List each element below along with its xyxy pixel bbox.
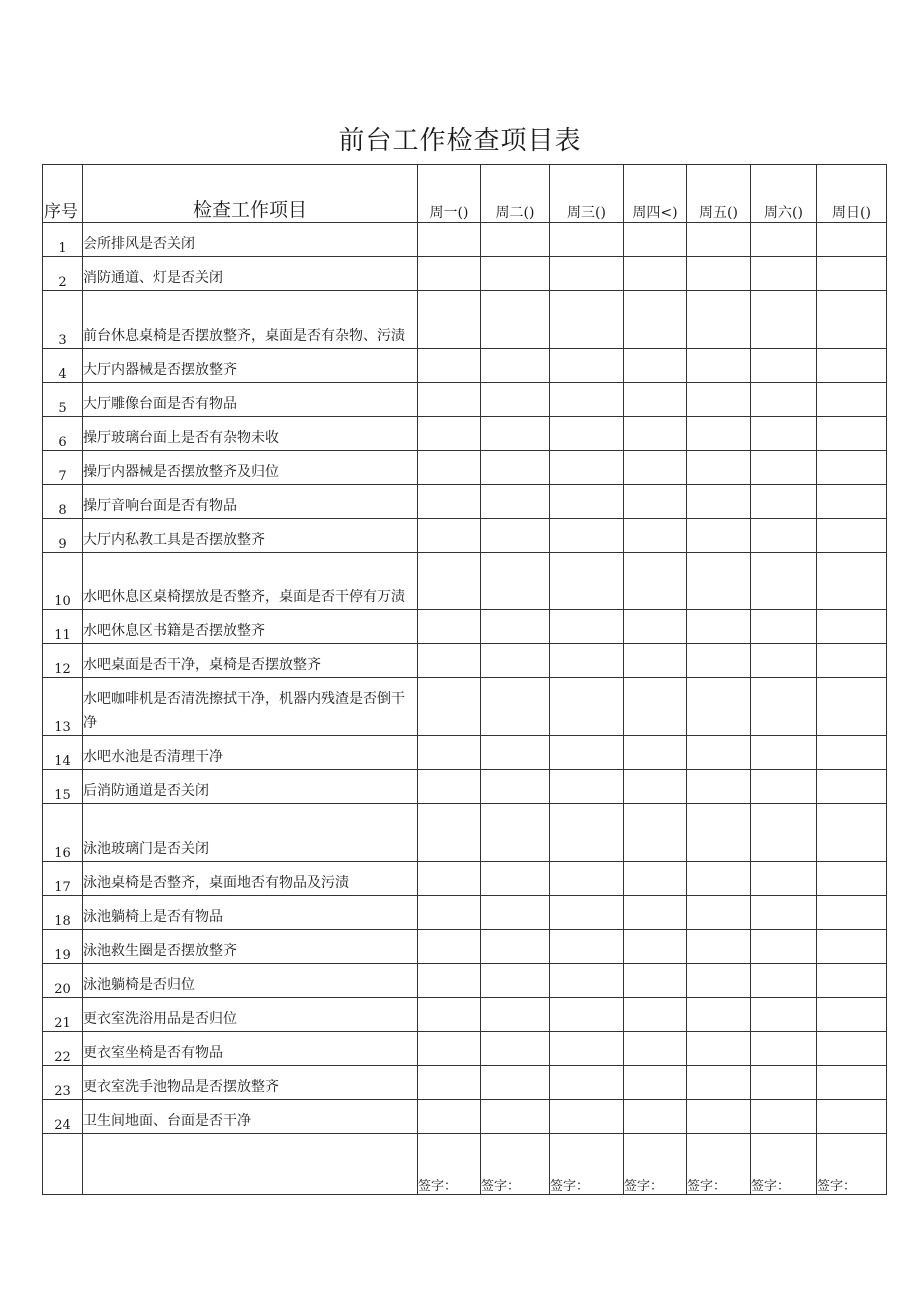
row-number: 3 [43,291,83,349]
check-cell-sun[interactable] [817,896,887,930]
check-cell-tue[interactable] [481,349,550,383]
check-cell-wed[interactable] [550,1032,624,1066]
check-cell-wed[interactable] [550,223,624,257]
check-cell-sun[interactable] [817,223,887,257]
check-cell-tue[interactable] [481,223,550,257]
row-number: 12 [43,644,83,678]
check-cell-wed[interactable] [550,291,624,349]
row-number: 19 [43,930,83,964]
table-row [43,896,887,930]
check-cell-fri[interactable] [687,485,751,519]
row-number: 11 [43,610,83,644]
check-cell-thu[interactable] [624,291,687,349]
check-cell-sat[interactable] [751,736,817,770]
check-cell-sat[interactable] [751,678,817,736]
check-cell-mon[interactable] [418,417,481,451]
check-cell-thu[interactable] [624,451,687,485]
check-cell-tue[interactable] [481,257,550,291]
check-cell-sat[interactable] [751,451,817,485]
row-number: 17 [43,862,83,896]
signature-cell-tue[interactable]: 签字： [481,1134,550,1195]
table-row [43,223,887,257]
page-title: 前台工作检查项目表 [338,126,582,156]
check-cell-thu[interactable] [624,1032,687,1066]
signature-cell-sat[interactable]: 签字： [751,1134,817,1195]
check-cell-sun[interactable] [817,644,887,678]
checklist-table [42,164,887,1195]
check-cell-thu[interactable] [624,678,687,736]
check-cell-sat[interactable] [751,417,817,451]
check-cell-fri[interactable] [687,1032,751,1066]
check-cell-mon[interactable] [418,610,481,644]
check-cell-mon[interactable] [418,485,481,519]
table-row [43,519,887,553]
check-cell-sun[interactable] [817,1100,887,1134]
check-cell-tue[interactable] [481,644,550,678]
check-cell-fri[interactable] [687,644,751,678]
check-cell-thu[interactable] [624,896,687,930]
check-cell-wed[interactable] [550,1100,624,1134]
check-cell-sat[interactable] [751,770,817,804]
check-cell-tue[interactable] [481,451,550,485]
check-cell-thu[interactable] [624,930,687,964]
row-number: 16 [43,804,83,862]
table-body [43,223,887,1134]
check-cell-thu[interactable] [624,1066,687,1100]
table-row [43,804,887,862]
check-cell-thu[interactable] [624,223,687,257]
check-cell-sat[interactable] [751,964,817,998]
table-row [43,964,887,998]
row-check-item: 大厅雕像台面是否有物品 [83,383,418,417]
check-cell-mon[interactable] [418,519,481,553]
check-cell-tue[interactable] [481,519,550,553]
table-row [43,610,887,644]
check-cell-mon[interactable] [418,862,481,896]
check-cell-tue[interactable] [481,678,550,736]
check-cell-mon[interactable] [418,1066,481,1100]
check-cell-mon[interactable] [418,770,481,804]
check-cell-fri[interactable] [687,736,751,770]
header-row [43,165,887,223]
row-number: 2 [43,257,83,291]
check-cell-wed[interactable] [550,896,624,930]
check-cell-mon[interactable] [418,1032,481,1066]
check-cell-sat[interactable] [751,1100,817,1134]
table-row [43,417,887,451]
row-check-item: 泳池躺椅是否归位 [83,964,418,998]
row-number: 24 [43,1100,83,1134]
check-cell-tue[interactable] [481,383,550,417]
check-cell-mon[interactable] [418,804,481,862]
check-cell-fri[interactable] [687,519,751,553]
row-check-item: 水吧休息区书籍是否摆放整齐 [83,610,418,644]
row-number: 7 [43,451,83,485]
check-cell-tue[interactable] [481,998,550,1032]
check-cell-fri[interactable] [687,451,751,485]
check-cell-fri[interactable] [687,553,751,610]
row-check-item: 后消防通道是否关闭 [83,770,418,804]
header-day-tue: 周二() [481,165,550,223]
row-check-item: 更衣室坐椅是否有物品 [83,1032,418,1066]
header-day-mon: 周一() [418,165,481,223]
table-row [43,291,887,349]
check-cell-wed[interactable] [550,485,624,519]
check-cell-fri[interactable] [687,862,751,896]
check-cell-tue[interactable] [481,896,550,930]
check-cell-wed[interactable] [550,610,624,644]
signature-blank-item [83,1134,418,1195]
table-row [43,736,887,770]
check-cell-thu[interactable] [624,1100,687,1134]
row-number: 14 [43,736,83,770]
check-cell-thu[interactable] [624,736,687,770]
table-row [43,644,887,678]
check-cell-fri[interactable] [687,223,751,257]
row-number: 10 [43,553,83,610]
check-cell-sun[interactable] [817,770,887,804]
row-number: 20 [43,964,83,998]
signature-cell-fri[interactable]: 签字： [687,1134,751,1195]
check-cell-sat[interactable] [751,553,817,610]
signature-blank-num [43,1134,83,1195]
check-cell-mon[interactable] [418,644,481,678]
check-cell-fri[interactable] [687,998,751,1032]
check-cell-thu[interactable] [624,553,687,610]
check-cell-tue[interactable] [481,964,550,998]
row-number: 18 [43,896,83,930]
table-row [43,998,887,1032]
check-cell-sat[interactable] [751,804,817,862]
check-cell-sun[interactable] [817,930,887,964]
row-number: 6 [43,417,83,451]
check-cell-tue[interactable] [481,736,550,770]
check-cell-tue[interactable] [481,553,550,610]
check-cell-mon[interactable] [418,291,481,349]
check-cell-mon[interactable] [418,678,481,736]
check-cell-mon[interactable] [418,349,481,383]
check-cell-wed[interactable] [550,998,624,1032]
signature-row [43,1134,887,1195]
check-cell-fri[interactable] [687,930,751,964]
header-day-sat: 周六() [751,165,817,223]
row-check-item: 消防通道、灯是否关闭 [83,257,418,291]
check-cell-fri[interactable] [687,610,751,644]
check-cell-fri[interactable] [687,383,751,417]
check-cell-wed[interactable] [550,417,624,451]
table-row [43,553,887,610]
row-check-item: 更衣室洗浴用品是否归位 [83,998,418,1032]
check-cell-thu[interactable] [624,770,687,804]
check-cell-tue[interactable] [481,485,550,519]
check-cell-tue[interactable] [481,291,550,349]
table-row [43,862,887,896]
table-row [43,485,887,519]
row-check-item: 泳池桌椅是否整齐，桌面地否有物品及污渍 [83,862,418,896]
check-cell-sat[interactable] [751,610,817,644]
check-cell-thu[interactable] [624,610,687,644]
check-cell-sat[interactable] [751,485,817,519]
row-check-item: 操厅音响台面是否有物品 [83,485,418,519]
check-cell-sun[interactable] [817,736,887,770]
check-cell-thu[interactable] [624,964,687,998]
check-cell-mon[interactable] [418,1100,481,1134]
check-cell-sat[interactable] [751,383,817,417]
signature-cell-thu[interactable]: 签字： [624,1134,687,1195]
check-cell-tue[interactable] [481,862,550,896]
check-cell-mon[interactable] [418,257,481,291]
row-number: 5 [43,383,83,417]
check-cell-thu[interactable] [624,644,687,678]
check-cell-sun[interactable] [817,519,887,553]
check-cell-wed[interactable] [550,257,624,291]
signature-cell-wed[interactable]: 签字： [550,1134,624,1195]
check-cell-tue[interactable] [481,930,550,964]
check-cell-fri[interactable] [687,291,751,349]
row-number: 21 [43,998,83,1032]
check-cell-thu[interactable] [624,485,687,519]
signature-cell-sun[interactable]: 签字： [817,1134,887,1195]
check-cell-sat[interactable] [751,930,817,964]
check-cell-sat[interactable] [751,223,817,257]
row-number: 1 [43,223,83,257]
check-cell-wed[interactable] [550,736,624,770]
check-cell-fri[interactable] [687,896,751,930]
check-cell-wed[interactable] [550,770,624,804]
check-cell-wed[interactable] [550,964,624,998]
check-cell-wed[interactable] [550,804,624,862]
check-cell-wed[interactable] [550,553,624,610]
check-cell-mon[interactable] [418,930,481,964]
check-cell-wed[interactable] [550,930,624,964]
check-cell-wed[interactable] [550,678,624,736]
check-cell-sun[interactable] [817,417,887,451]
check-cell-fri[interactable] [687,417,751,451]
check-cell-mon[interactable] [418,451,481,485]
row-check-item: 水吧咖啡机是否清洗擦拭干净，机器内残渣是否倒干净 [83,678,418,736]
check-cell-thu[interactable] [624,417,687,451]
check-cell-sat[interactable] [751,998,817,1032]
check-cell-sun[interactable] [817,1066,887,1100]
check-cell-wed[interactable] [550,862,624,896]
check-cell-tue[interactable] [481,1032,550,1066]
table-row [43,770,887,804]
check-cell-mon[interactable] [418,998,481,1032]
table-row [43,257,887,291]
check-cell-sun[interactable] [817,862,887,896]
table-row [43,678,887,736]
row-check-item: 泳池救生圈是否摆放整齐 [83,930,418,964]
check-cell-sat[interactable] [751,1066,817,1100]
row-check-item: 更衣室洗手池物品是否摆放整齐 [83,1066,418,1100]
check-cell-sun[interactable] [817,998,887,1032]
check-cell-sun[interactable] [817,1032,887,1066]
check-cell-fri[interactable] [687,804,751,862]
header-day-thu: 周四<) [624,165,687,223]
check-cell-wed[interactable] [550,519,624,553]
check-cell-sat[interactable] [751,644,817,678]
check-cell-tue[interactable] [481,1066,550,1100]
table-row [43,1066,887,1100]
check-cell-thu[interactable] [624,804,687,862]
check-cell-tue[interactable] [481,804,550,862]
table-row [43,930,887,964]
check-cell-sat[interactable] [751,896,817,930]
check-cell-sat[interactable] [751,862,817,896]
check-cell-fri[interactable] [687,770,751,804]
header-day-fri: 周五() [687,165,751,223]
check-cell-sun[interactable] [817,349,887,383]
row-number: 13 [43,678,83,736]
check-cell-fri[interactable] [687,1066,751,1100]
row-number: 22 [43,1032,83,1066]
check-cell-thu[interactable] [624,257,687,291]
check-cell-thu[interactable] [624,519,687,553]
check-cell-sun[interactable] [817,451,887,485]
check-cell-sat[interactable] [751,349,817,383]
table-row [43,1032,887,1066]
check-cell-sat[interactable] [751,1032,817,1066]
check-cell-fri[interactable] [687,349,751,383]
check-cell-fri[interactable] [687,678,751,736]
header-number: 序号 [43,165,83,223]
check-cell-thu[interactable] [624,349,687,383]
check-cell-mon[interactable] [418,553,481,610]
check-cell-sun[interactable] [817,383,887,417]
row-check-item: 大厅内器械是否摆放整齐 [83,349,418,383]
row-number: 23 [43,1066,83,1100]
row-number: 15 [43,770,83,804]
check-cell-fri[interactable] [687,257,751,291]
check-cell-mon[interactable] [418,964,481,998]
check-cell-sun[interactable] [817,485,887,519]
check-cell-tue[interactable] [481,417,550,451]
row-check-item: 泳池躺椅上是否有物品 [83,896,418,930]
check-cell-sun[interactable] [817,678,887,736]
check-cell-sun[interactable] [817,964,887,998]
row-check-item: 操厅内器械是否摆放整齐及归位 [83,451,418,485]
check-cell-wed[interactable] [550,451,624,485]
check-cell-wed[interactable] [550,349,624,383]
check-cell-sat[interactable] [751,291,817,349]
check-cell-mon[interactable] [418,223,481,257]
check-cell-sun[interactable] [817,291,887,349]
table-row [43,383,887,417]
check-cell-wed[interactable] [550,644,624,678]
row-number: 8 [43,485,83,519]
check-cell-mon[interactable] [418,896,481,930]
check-cell-mon[interactable] [418,383,481,417]
check-cell-tue[interactable] [481,770,550,804]
row-check-item: 操厅玻璃台面上是否有杂物未收 [83,417,418,451]
header-day-wed: 周三() [550,165,624,223]
check-cell-wed[interactable] [550,383,624,417]
check-cell-sat[interactable] [751,519,817,553]
row-check-item: 前台休息桌椅是否摆放整齐，桌面是否有杂物、污渍 [83,291,418,349]
row-check-item: 水吧桌面是否干净，桌椅是否摆放整齐 [83,644,418,678]
row-check-item: 会所排风是否关闭 [83,223,418,257]
row-check-item: 大厅内私教工具是否摆放整齐 [83,519,418,553]
check-cell-sun[interactable] [817,257,887,291]
row-check-item: 水吧休息区桌椅摆放是否整齐，桌面是否干停有万渍 [83,553,418,610]
check-cell-tue[interactable] [481,610,550,644]
table-row [43,1100,887,1134]
check-cell-thu[interactable] [624,862,687,896]
check-cell-sat[interactable] [751,257,817,291]
check-cell-tue[interactable] [481,1100,550,1134]
check-cell-thu[interactable] [624,998,687,1032]
check-cell-wed[interactable] [550,1066,624,1100]
row-check-item: 泳池玻璃门是否关闭 [83,804,418,862]
check-cell-sun[interactable] [817,610,887,644]
check-cell-mon[interactable] [418,736,481,770]
check-cell-fri[interactable] [687,1100,751,1134]
row-check-item: 水吧水池是否清理干净 [83,736,418,770]
check-cell-fri[interactable] [687,964,751,998]
check-cell-sun[interactable] [817,804,887,862]
row-check-item: 卫生间地面、台面是否干净 [83,1100,418,1134]
row-number: 9 [43,519,83,553]
signature-cell-mon[interactable]: 签字： [418,1134,481,1195]
table-row [43,451,887,485]
check-cell-thu[interactable] [624,383,687,417]
table-row [43,349,887,383]
row-number: 4 [43,349,83,383]
header-day-sun: 周日() [817,165,887,223]
check-cell-sun[interactable] [817,553,887,610]
header-item: 检查工作项目 [83,165,418,223]
